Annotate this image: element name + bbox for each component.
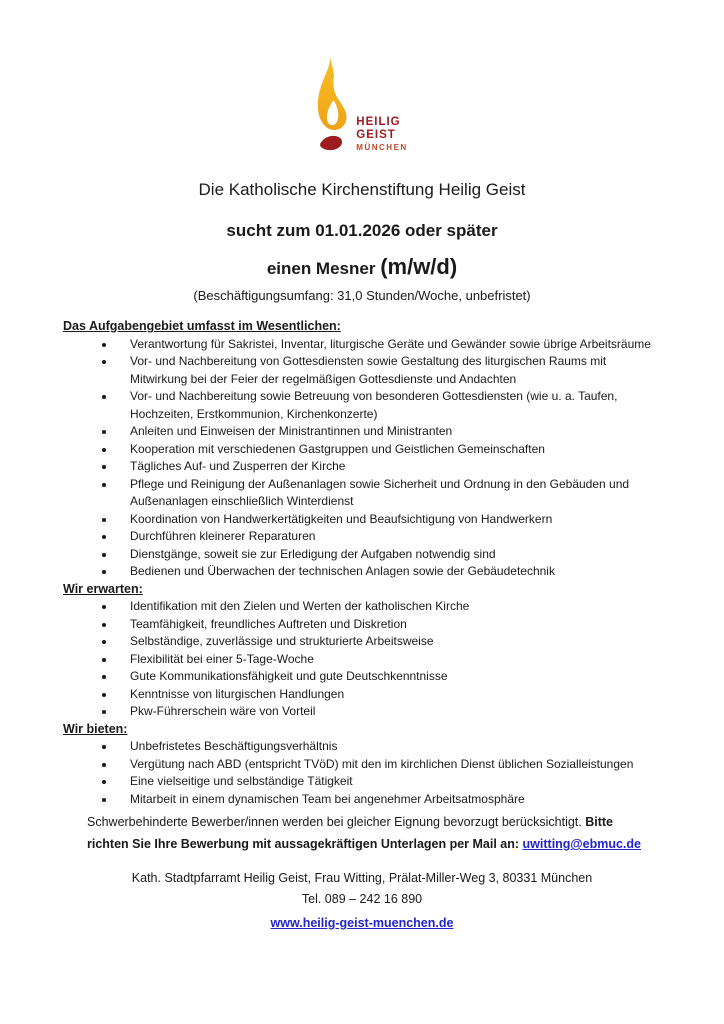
list-item: Pkw-Führerschein wäre von Vorteil — [130, 703, 654, 721]
website-link[interactable]: www.heilig-geist-muenchen.de — [270, 916, 454, 930]
list-item: Identifikation mit den Zielen und Werten der katholischen Kirche — [130, 598, 654, 616]
job-start-line: sucht zum 01.01.2026 oder später — [226, 221, 498, 240]
expectations-list — [0, 598, 724, 721]
logo-wordmark-line1: HEILIG — [356, 116, 401, 128]
list-item: Eine vielseitige und selbständige Tätigkeit — [130, 773, 654, 791]
position-name: einen Mesner — [266, 259, 381, 278]
website-row — [0, 915, 724, 932]
logo-wordmark-line2: GEIST — [356, 129, 396, 141]
list-item: Verantwortung für Sakristei, Inventar, liturgische Geräte und Gewänder sowie übrige Arbeitsräume — [130, 336, 654, 354]
list-item: Pflege und Reinigung der Außenanlagen sowie Sicherheit und Ordnung in den Gebäuden und Außenanlagen einschließlich Winterdienst — [130, 476, 654, 511]
contact-phone: Tel. 089 – 242 16 890 — [301, 892, 423, 906]
employment-note: (Beschäftigungsumfang: 31,0 Stunden/Woche, unbefristet) — [193, 288, 531, 303]
logo-wordmark-city: MÜNCHEN — [356, 143, 408, 152]
page-title: Die Katholische Kirchenstiftung Heilig Geist — [198, 180, 526, 199]
list-item: Tägliches Auf- und Zusperren der Kirche — [130, 458, 654, 476]
logo — [0, 57, 724, 154]
list-item: Bedienen und Überwachen der technischen Anlagen sowie der Gebäudetechnik — [130, 563, 654, 581]
list-item: Vor- und Nachbereitung von Gottesdiensten sowie Gestaltung des liturgischen Raums mit Mitwirkung bei der Feier der regelmäßigen Gottesdienste und Andachten — [130, 353, 654, 388]
equal-opportunity-note: Schwerbehinderte Bewerber/innen werden bei gleicher Eignung bevorzugt berücksichtigt. — [87, 815, 586, 829]
sections — [0, 318, 724, 808]
job-position-line — [0, 253, 724, 284]
list-item: Gute Kommunikationsfähigkeit und gute Deutschkenntnisse — [130, 668, 654, 686]
list-item: Kenntnisse von liturgischen Handlungen — [130, 686, 654, 704]
list-item: Vor- und Nachbereitung sowie Betreuung von besonderen Gottesdiensten (wie u. a. Taufen, Hochzeiten, Erstkommunion, Kirchenkonzerte) — [130, 388, 654, 423]
section-heading-tasks: Das Aufgabengebiet umfasst im Wesentlichen: — [63, 319, 341, 333]
list-item: Durchführen kleinerer Reparaturen — [130, 528, 654, 546]
application-instruction: Bitte richten Sie Ihre Bewerbung mit aussagekräftigen Unterlagen per Mail an: — [87, 815, 613, 851]
flame-icon — [316, 57, 349, 154]
list-item: Teamfähigkeit, freundliches Auftreten und Diskretion — [130, 616, 654, 634]
offer-list — [0, 738, 724, 808]
list-item: Kooperation mit verschiedenen Gastgruppen und Geistlichen Gemeinschaften — [130, 441, 654, 459]
list-item: Unbefristetes Beschäftigungsverhältnis — [130, 738, 654, 756]
section-heading-expectations: Wir erwarten: — [63, 581, 143, 596]
list-item: Mitarbeit in einem dynamischen Team bei angenehmer Arbeitsatmosphäre — [130, 791, 654, 809]
task-list — [0, 336, 724, 581]
list-item: Koordination von Handwerkertätigkeiten und Beaufsichtigung von Handwerkern — [130, 511, 654, 529]
contact-address: Kath. Stadtpfarramt Heilig Geist, Frau Witting, Prälat-Miller-Weg 3, 80331 München — [131, 871, 593, 885]
email-link[interactable]: uwitting@ebmuc.de — [522, 837, 641, 851]
list-item: Anleiten und Einweisen der Ministrantinnen und Ministranten — [130, 423, 654, 441]
contact-block — [0, 868, 724, 910]
list-item: Flexibilität bei einer 5-Tage-Woche — [130, 651, 654, 669]
section-heading-offer: Wir bieten: — [63, 721, 128, 736]
list-item: Dienstgänge, soweit sie zur Erledigung der Aufgaben notwendig sind — [130, 546, 654, 564]
closing-paragraph — [87, 811, 655, 855]
list-item: Vergütung nach ABD (entspricht TVöD) mit den im kirchlichen Dienst üblichen Sozialleistungen — [130, 756, 654, 774]
list-item: Selbständige, zuverlässige und strukturierte Arbeitsweise — [130, 633, 654, 651]
logo-wordmark — [356, 116, 407, 154]
position-gender-note: (m/w/d) — [380, 254, 458, 279]
